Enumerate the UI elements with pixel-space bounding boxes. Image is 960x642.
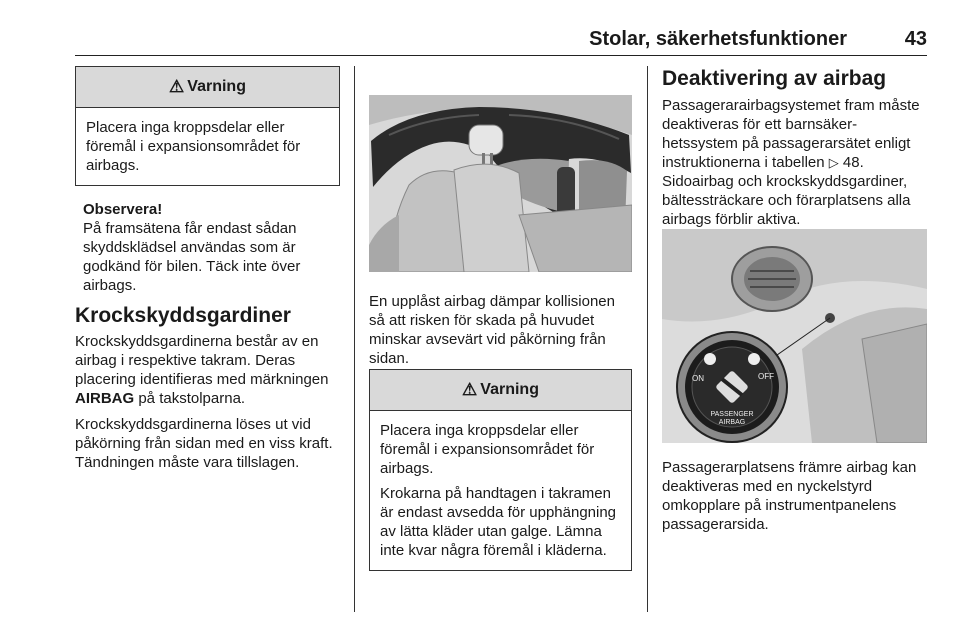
switch-label-line2: AIRBAG — [718, 419, 746, 426]
column-1 — [75, 66, 340, 472]
section-title-curtain-airbags: Krockskyddsgardiner — [75, 304, 291, 327]
switch-label-off: OFF — [758, 372, 774, 381]
warning-title-2: Varning — [480, 381, 539, 398]
section-title-deactivation: Deaktivering av airbag — [662, 67, 887, 90]
deactivation-paragraph-2: Sidoairbag och krockskyddsgardiner, bältessträckare och förarplatsens alla airbags förblir aktiva. — [662, 173, 911, 228]
warning-icon: ⚠ — [462, 380, 478, 399]
warning-box-2 — [369, 369, 632, 571]
column-2-warning — [369, 369, 632, 571]
column-divider-2 — [647, 66, 648, 612]
column-divider-1 — [354, 66, 355, 612]
warning-title: Varning — [187, 78, 246, 95]
column-3 — [662, 66, 927, 229]
note-text: På framsätena får endast sådan skyddsklädsel användas som är godkänd för bilen. Täck inte över airbags. — [83, 220, 301, 294]
warning-text-2b: Krokarna på handtagen i takramen är endast avsedda för upphängning av lätta kläder utan galge. Lämna inte kvar några föremål i kläderna. — [380, 485, 617, 559]
curtain-paragraph-1: Krockskyddsgardinerna består av en airbag i respektive takram. Deras placering identifieras med märkningen AIRBAG på takstolparna. — [75, 333, 329, 407]
page-header — [75, 28, 927, 52]
switch-label-line1: PASSENGER — [710, 411, 754, 418]
warning-body — [76, 108, 339, 185]
curtain-airbag-illustration — [369, 95, 632, 272]
note-title: Observera! — [83, 201, 163, 218]
warning-box — [75, 66, 340, 186]
curtain-airbag-caption: En upplåst airbag dämpar kollisionen så att risken för skada på huvudet minskar avsevärt vid påkörning från sidan. — [369, 293, 615, 367]
deactivation-paragraph-1: Passagerarairbagsystemet fram måste deaktiveras för ett barnsäkerhetssystem på passagerarsätet enligt instruktionerna i tabellen ▷ 48. — [662, 97, 920, 171]
warning-text: Placera inga kroppsdelar eller föremål i expansionsområdet för airbags. — [86, 119, 301, 174]
switch-label-on: ON — [692, 374, 704, 383]
airbag-switch-caption: Passagerarplatsens främre airbag kan deaktiveras med en nyckelstyrd omkopplare på instrumentpanelens passagerarsida. — [662, 459, 917, 533]
airbag-switch-illustration — [662, 229, 927, 443]
warning-header — [76, 67, 339, 108]
arrow-ref-icon: ▷ — [828, 155, 839, 170]
page-number: 43 — [904, 28, 927, 50]
header-rule — [75, 55, 927, 56]
curtain-paragraph-2: Krockskyddsgardinerna löses ut vid påkörning från sidan med en viss kraft. Tändningen måste vara tillslagen. — [75, 416, 333, 471]
header-title: Stolar, säkerhetsfunktioner — [589, 28, 847, 50]
warning-text-2a: Placera inga kroppsdelar eller föremål i expansionsområdet för airbags. — [380, 422, 595, 477]
warning-body-2 — [370, 411, 631, 570]
note-block — [75, 200, 340, 295]
warning-header-2 — [370, 370, 631, 411]
warning-icon: ⚠ — [169, 77, 185, 96]
